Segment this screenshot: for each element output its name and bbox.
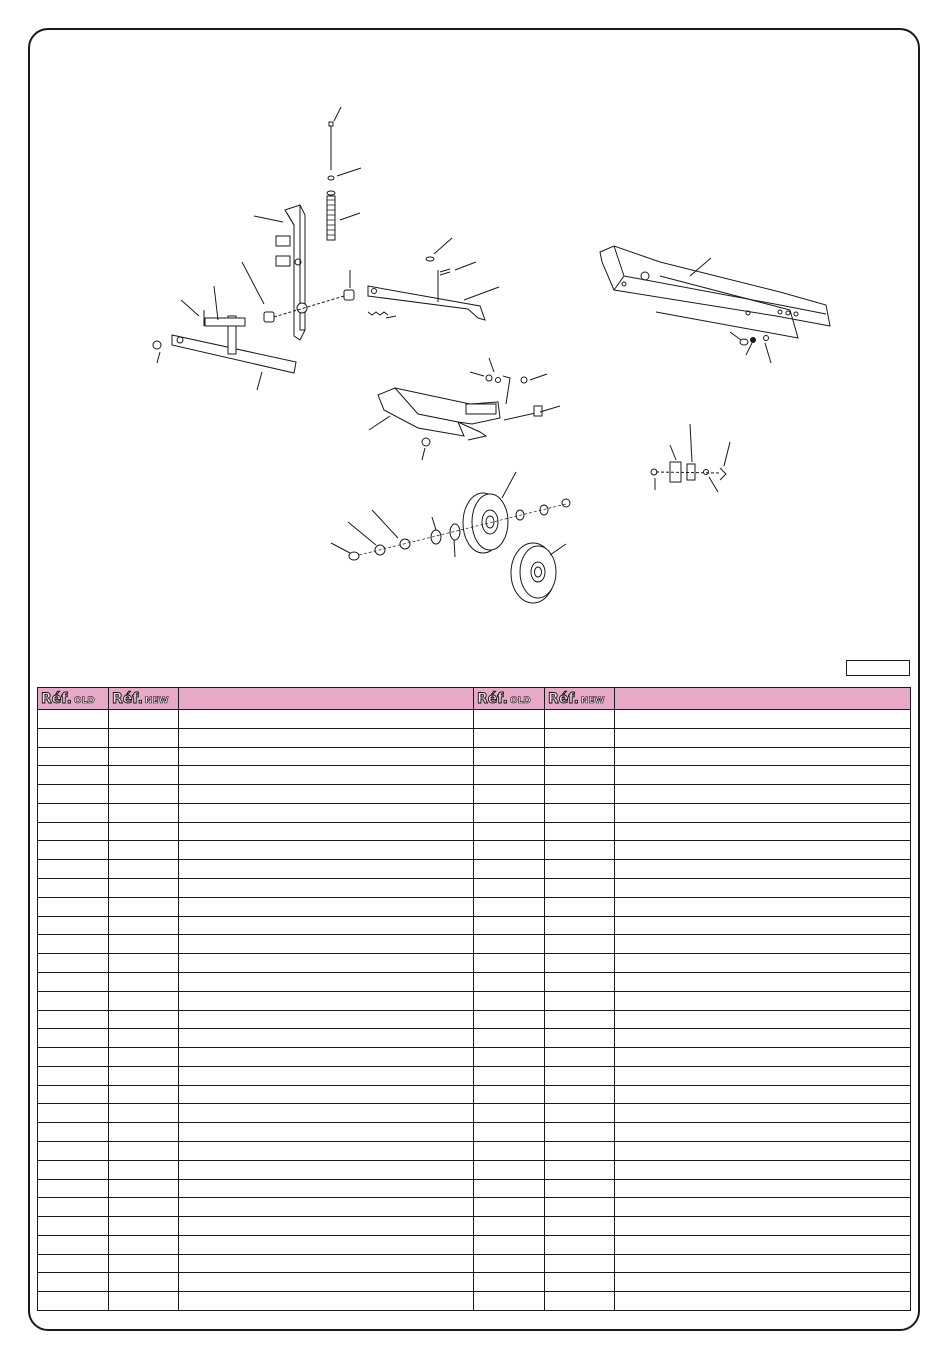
wheel-bracket [369, 358, 560, 460]
table-row [38, 1123, 911, 1142]
table-cell [474, 841, 545, 860]
table-cell [38, 766, 109, 785]
col-ref-old-2: Réf. OLD [474, 688, 545, 710]
table-cell [38, 916, 109, 935]
table-cell [109, 935, 179, 954]
table-cell [109, 916, 179, 935]
table-cell [109, 1179, 179, 1198]
table-cell [179, 841, 474, 860]
table-cell [615, 879, 911, 898]
table-cell [109, 1085, 179, 1104]
table-cell [545, 1141, 615, 1160]
table-cell [474, 1048, 545, 1067]
table-cell [545, 1292, 615, 1311]
table-cell [545, 841, 615, 860]
table-cell [179, 822, 474, 841]
table-cell [109, 1029, 179, 1048]
table-cell [474, 803, 545, 822]
table-row [38, 803, 911, 822]
table-cell [474, 1104, 545, 1123]
table-cell [38, 785, 109, 804]
table-cell [109, 1217, 179, 1236]
table-cell [109, 785, 179, 804]
table-row [38, 1010, 911, 1029]
table-row [38, 1292, 911, 1311]
table-row [38, 1235, 911, 1254]
table-cell [109, 1235, 179, 1254]
table-cell [474, 1010, 545, 1029]
table-cell [38, 747, 109, 766]
table-cell [179, 1179, 474, 1198]
table-cell [38, 1029, 109, 1048]
table-cell [545, 916, 615, 935]
table-cell [545, 1029, 615, 1048]
table-cell [615, 972, 911, 991]
table-cell [179, 879, 474, 898]
table-cell [179, 1254, 474, 1273]
table-cell [38, 1010, 109, 1029]
table-cell [474, 747, 545, 766]
table-cell [545, 897, 615, 916]
table-cell [179, 1066, 474, 1085]
table-cell [38, 710, 109, 729]
table-cell [615, 1029, 911, 1048]
table-cell [38, 728, 109, 747]
table-cell [474, 1273, 545, 1292]
table-cell [109, 747, 179, 766]
table-row [38, 916, 911, 935]
table-row [38, 935, 911, 954]
table-row [38, 1048, 911, 1067]
table-cell [179, 766, 474, 785]
table-cell [179, 897, 474, 916]
table-cell [615, 1254, 911, 1273]
spring-bolt-assembly [327, 107, 361, 240]
table-cell [109, 1066, 179, 1085]
table-cell [615, 1198, 911, 1217]
col-designation [179, 688, 474, 710]
table-cell [474, 1029, 545, 1048]
table-cell [179, 1217, 474, 1236]
table-cell [615, 860, 911, 879]
table-cell [179, 1123, 474, 1142]
table-cell [615, 1123, 911, 1142]
table-cell [109, 1141, 179, 1160]
table-cell [38, 1179, 109, 1198]
table-row [38, 766, 911, 785]
table-row [38, 897, 911, 916]
table-cell [545, 822, 615, 841]
col-ref-new: Réf. NEW [109, 688, 179, 710]
table-row [38, 879, 911, 898]
table-row [38, 1141, 911, 1160]
table-cell [545, 1235, 615, 1254]
table-cell [545, 785, 615, 804]
col-ref-old: Réf. OLD [38, 688, 109, 710]
table-cell [545, 935, 615, 954]
table-cell [545, 728, 615, 747]
table-cell [545, 747, 615, 766]
table-cell [615, 1010, 911, 1029]
table-cell [38, 841, 109, 860]
table-cell [615, 1292, 911, 1311]
table-cell [545, 879, 615, 898]
table-cell [38, 991, 109, 1010]
table-cell [38, 1085, 109, 1104]
table-cell [179, 747, 474, 766]
table-cell [179, 728, 474, 747]
table-cell [545, 954, 615, 973]
table-cell [615, 785, 911, 804]
table-row [38, 822, 911, 841]
table-cell [38, 954, 109, 973]
table-cell [545, 1048, 615, 1067]
table-cell [615, 954, 911, 973]
table-cell [615, 822, 911, 841]
table-row [38, 1160, 911, 1179]
table-cell [109, 1104, 179, 1123]
table-cell [179, 803, 474, 822]
table-cell [474, 897, 545, 916]
table-cell [615, 803, 911, 822]
table-row [38, 1179, 911, 1198]
table-cell [179, 1292, 474, 1311]
table-cell [474, 1085, 545, 1104]
table-row [38, 1273, 911, 1292]
table-cell [545, 1254, 615, 1273]
table-cell [474, 916, 545, 935]
table-cell [38, 879, 109, 898]
table-cell [109, 860, 179, 879]
table-cell [109, 897, 179, 916]
table-row [38, 1029, 911, 1048]
table-cell [545, 1217, 615, 1236]
table-cell [474, 954, 545, 973]
table-cell [545, 1085, 615, 1104]
table-cell [474, 1198, 545, 1217]
table-cell [545, 766, 615, 785]
table-cell [615, 1066, 911, 1085]
table-row [38, 1254, 911, 1273]
table-cell [179, 1235, 474, 1254]
table-cell [109, 879, 179, 898]
table-cell [179, 972, 474, 991]
table-cell [615, 710, 911, 729]
table-cell [109, 728, 179, 747]
table-cell [109, 766, 179, 785]
table-cell [109, 1048, 179, 1067]
table-cell [474, 785, 545, 804]
table-row [38, 1066, 911, 1085]
table-cell [179, 1010, 474, 1029]
wheel-assembly [331, 472, 570, 603]
table-cell [179, 1029, 474, 1048]
table-cell [109, 991, 179, 1010]
col-ref-new-2: Réf. NEW [545, 688, 615, 710]
table-cell [179, 1273, 474, 1292]
table-cell [545, 1066, 615, 1085]
table-row [38, 841, 911, 860]
table-cell [179, 1104, 474, 1123]
table-cell [109, 1123, 179, 1142]
table-cell [38, 860, 109, 879]
table-cell [179, 954, 474, 973]
reference-box [846, 660, 910, 676]
col-designation-2 [615, 688, 911, 710]
table-row [38, 972, 911, 991]
table-cell [38, 1273, 109, 1292]
table-row [38, 728, 911, 747]
table-cell [545, 972, 615, 991]
table-cell [474, 1141, 545, 1160]
table-cell [545, 860, 615, 879]
table-cell [615, 1085, 911, 1104]
table-cell [615, 897, 911, 916]
table-cell [179, 916, 474, 935]
table-cell [474, 1235, 545, 1254]
table-cell [179, 1085, 474, 1104]
clamp-plates [651, 424, 730, 492]
table-row [38, 747, 911, 766]
table-cell [179, 785, 474, 804]
table-cell [474, 879, 545, 898]
table-cell [474, 991, 545, 1010]
table-cell [474, 822, 545, 841]
table-cell [474, 710, 545, 729]
table-row [38, 785, 911, 804]
table-cell [38, 1066, 109, 1085]
table-row [38, 1085, 911, 1104]
table-cell [615, 747, 911, 766]
table-cell [615, 1217, 911, 1236]
table-cell [545, 1179, 615, 1198]
table-cell [179, 1048, 474, 1067]
table-cell [474, 1123, 545, 1142]
table-cell [545, 1198, 615, 1217]
table-cell [38, 1235, 109, 1254]
table-cell [474, 972, 545, 991]
table-row [38, 860, 911, 879]
table-cell [109, 1254, 179, 1273]
table-cell [545, 803, 615, 822]
table-cell [109, 1273, 179, 1292]
table-cell [38, 822, 109, 841]
table-cell [179, 935, 474, 954]
table-cell [615, 1160, 911, 1179]
table-cell [109, 1292, 179, 1311]
table-cell [38, 1217, 109, 1236]
table-row [38, 954, 911, 973]
table-cell [615, 1235, 911, 1254]
table-cell [38, 1292, 109, 1311]
table-cell [38, 1254, 109, 1273]
table-cell [545, 1123, 615, 1142]
table-cell [545, 710, 615, 729]
table-cell [109, 841, 179, 860]
table-cell [109, 803, 179, 822]
table-cell [109, 710, 179, 729]
table-cell [474, 1254, 545, 1273]
table-cell [179, 1141, 474, 1160]
table-cell [109, 1160, 179, 1179]
table-cell [38, 972, 109, 991]
parts-table-header [38, 688, 911, 710]
parts-table [37, 687, 911, 1311]
table-cell [615, 935, 911, 954]
table-cell [38, 803, 109, 822]
upper-arm [368, 238, 499, 320]
table-cell [179, 1198, 474, 1217]
table-cell [615, 728, 911, 747]
table-row [38, 1104, 911, 1123]
table-cell [474, 766, 545, 785]
table-cell [179, 710, 474, 729]
table-cell [109, 972, 179, 991]
table-cell [38, 897, 109, 916]
table-cell [38, 1160, 109, 1179]
table-cell [109, 822, 179, 841]
table-cell [474, 1066, 545, 1085]
table-cell [615, 1104, 911, 1123]
table-cell [474, 860, 545, 879]
table-cell [474, 1217, 545, 1236]
table-cell [615, 916, 911, 935]
table-cell [474, 1160, 545, 1179]
main-frame [600, 246, 830, 363]
table-cell [474, 935, 545, 954]
table-cell [545, 991, 615, 1010]
table-row [38, 991, 911, 1010]
table-cell [615, 766, 911, 785]
table-cell [179, 1160, 474, 1179]
table-cell [474, 1179, 545, 1198]
table-cell [615, 1048, 911, 1067]
table-cell [615, 841, 911, 860]
table-cell [474, 728, 545, 747]
table-cell [38, 935, 109, 954]
table-cell [38, 1141, 109, 1160]
table-cell [109, 1198, 179, 1217]
table-cell [545, 1104, 615, 1123]
table-cell [615, 1273, 911, 1292]
table-cell [109, 1010, 179, 1029]
table-cell [38, 1198, 109, 1217]
table-cell [38, 1123, 109, 1142]
table-cell [38, 1104, 109, 1123]
table-cell [545, 1160, 615, 1179]
table-cell [615, 1179, 911, 1198]
table-cell [179, 991, 474, 1010]
table-cell [545, 1010, 615, 1029]
table-cell [474, 1292, 545, 1311]
table-cell [545, 1273, 615, 1292]
table-row [38, 710, 911, 729]
table-row [38, 1198, 911, 1217]
table-row [38, 1217, 911, 1236]
table-cell [615, 991, 911, 1010]
exploded-parts-diagram [30, 30, 920, 660]
table-cell [38, 1048, 109, 1067]
table-cell [109, 954, 179, 973]
table-cell [615, 1141, 911, 1160]
table-cell [179, 860, 474, 879]
lower-arm [153, 286, 296, 390]
